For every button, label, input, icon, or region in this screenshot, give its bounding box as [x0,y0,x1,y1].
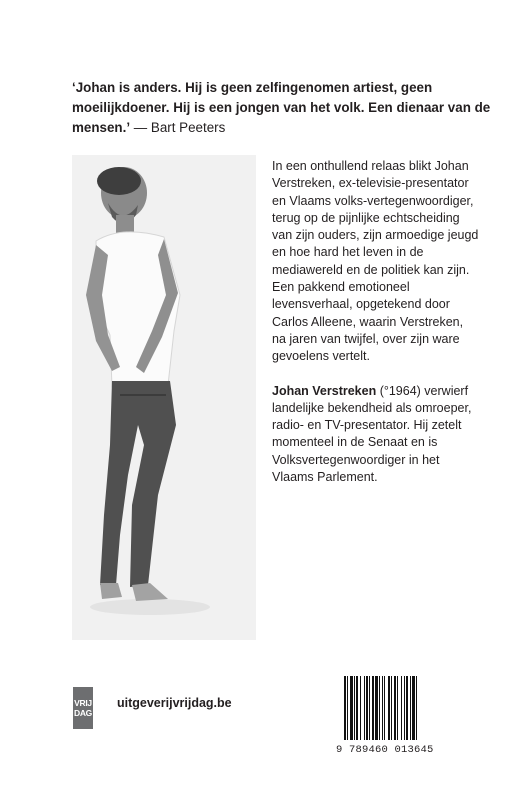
publisher-logo-line-1: VRIJ [74,698,92,708]
publisher-logo-line-2: DAG [74,708,92,718]
blurb-paragraph-1: In een onthullend relaas blikt Johan Verstreken, ex-televisie-presentator en Vlaams volks-vertegenwoordiger, terug op de pijnlijke echtscheiding van zijn ouders, zijn armoedige jeugd en hoe hard het leven in de mediawereld en de politiek kan zijn. [272,159,479,277]
blurb-column [272,158,480,486]
isbn-number: 9 789460 013645 [336,744,434,756]
publisher-website: uitgeverijvrijdag.be [117,696,232,710]
author-photo [72,155,256,640]
author-bio-text: (°1964) verwierf landelijke bekendheid als omroeper, radio- en TV-presentator. Hij zetelt momenteel in de Senaat en is Volksvertegenwoordiger in het Vlaams Parlement. [272,383,472,485]
author-photo-illustration [72,155,256,640]
author-bio [272,383,480,487]
publisher-logo [73,687,93,729]
back-cover-quote [72,78,492,138]
isbn-barcode [336,672,448,760]
author-name: Johan Verstreken [272,383,377,398]
quote-attribution: — Bart Peeters [130,120,226,135]
barcode-bars [336,672,448,744]
quote-text: ‘Johan is anders. Hij is geen zelfingenomen artiest, geen moeilijkdoener. Hij is een jongen van het volk. Een dienaar van de mensen.’ [72,80,491,135]
blurb-paragraph-2: Een pakkend emotioneel levensverhaal, opgetekend door Carlos Alleene, waarin Verstreken, na jaren van twijfel, over zijn ware gevoelens vertelt. [272,280,464,364]
